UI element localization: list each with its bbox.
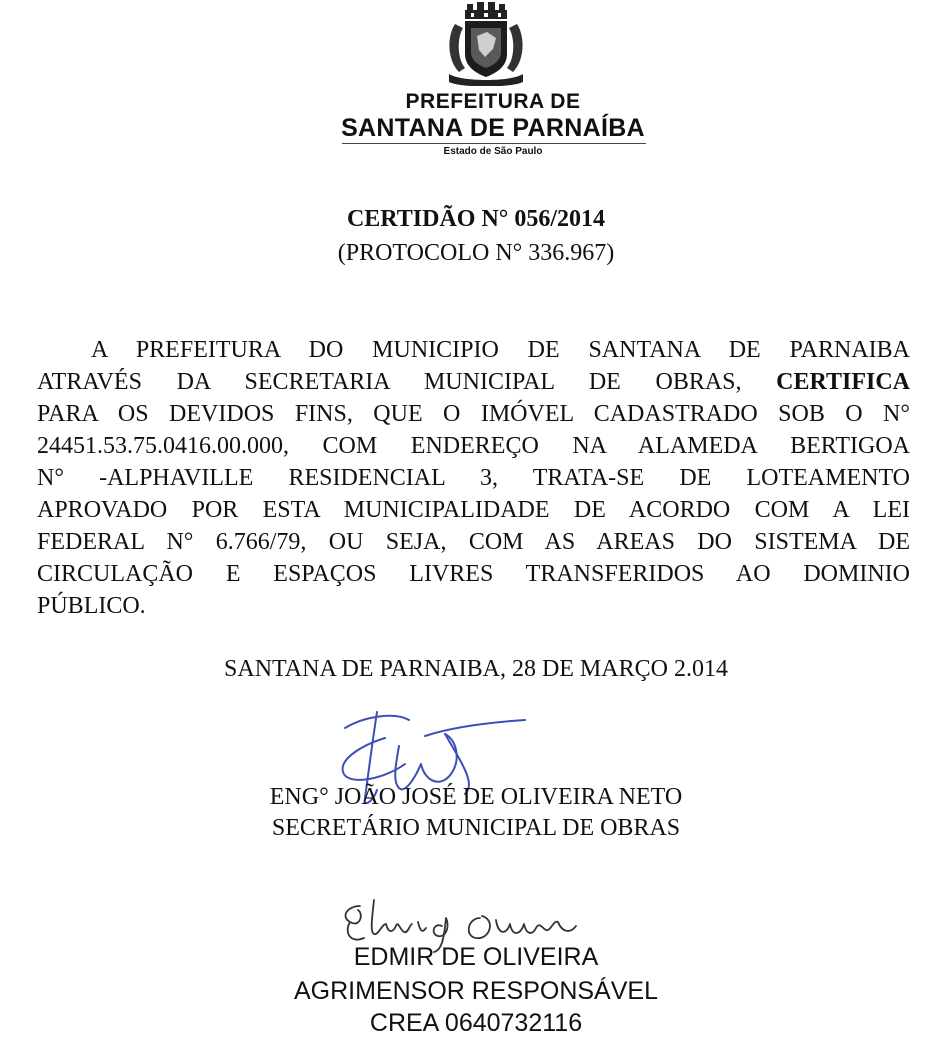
org-name-line2: SANTANA DE PARNAÍBA — [341, 114, 645, 142]
surveyor-name: EDMIR DE OLIVEIRA — [353, 943, 599, 971]
protocol-number: (PROTOCOLO N° 336.967) — [337, 240, 615, 266]
body-line-3: PARA OS DEVIDOS FINS, QUE O IMÓVEL CADASTRADO SOB O N° — [37, 401, 910, 427]
surveyor-role: AGRIMENSOR RESPONSÁVEL — [294, 977, 658, 1005]
body-line-1: A PREFEITURA DO MUNICIPIO DE SANTANA DE PARNAIBA — [91, 337, 910, 363]
certificate-title: CERTIDÃO N° 056/2014 — [346, 206, 606, 232]
header-divider — [342, 143, 646, 144]
org-name-line1: PREFEITURA DE — [405, 90, 581, 113]
certifica-keyword: CERTIFICA — [776, 369, 911, 395]
coat-of-arms-icon — [441, 2, 531, 86]
body-line-8: CIRCULAÇÃO E ESPAÇOS LIVRES TRANSFERIDOS AO DOMINIO — [37, 561, 910, 587]
surveyor-crea: CREA 0640732116 — [369, 1009, 583, 1037]
body-line-9: PÚBLICO. — [37, 593, 146, 619]
body-line-2: ATRAVÉS DA SECRETARIA MUNICIPAL DE OBRAS, CERTIFICA — [37, 369, 911, 395]
body-line-6: APROVADO POR ESTA MUNICIPALIDADE DE ACORDO COM A LEI — [37, 497, 910, 523]
org-state: Estado de São Paulo — [443, 146, 543, 157]
date-line: SANTANA DE PARNAIBA, 28 DE MARÇO 2.014 — [224, 656, 728, 682]
body-line-4: 24451.53.75.0416.00.000, COM ENDEREÇO NA ALAMEDA BERTIGOA — [37, 433, 910, 459]
body-line-7: FEDERAL N° 6.766/79, OU SEJA, COM AS AREAS DO SISTEMA DE — [37, 529, 910, 555]
secretary-role: SECRETÁRIO MUNICIPAL DE OBRAS — [271, 815, 681, 841]
body-line-5: N° -ALPHAVILLE RESIDENCIAL 3, TRATA-SE DE LOTEAMENTO — [37, 465, 910, 491]
secretary-name: ENG° JOÃO JOSÉ DE OLIVEIRA NETO — [269, 784, 683, 810]
